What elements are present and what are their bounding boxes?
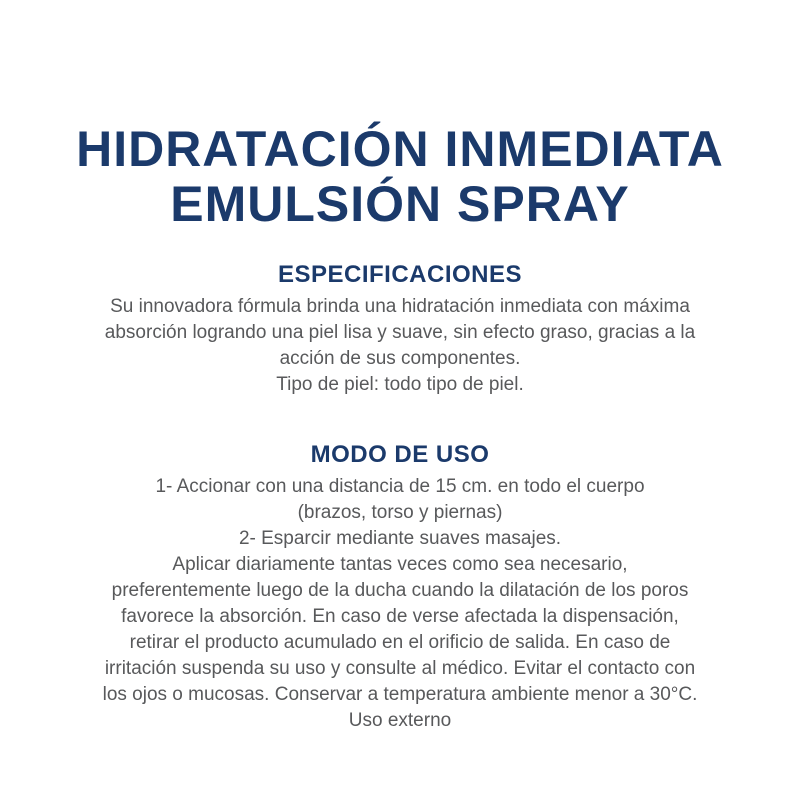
text-line: 2- Esparcir mediante suaves masajes. <box>238 528 562 549</box>
product-title-line2: EMULSIÓN SPRAY <box>170 176 630 232</box>
text-line: Su innovadora fórmula brinda una hidratación inmediata con máxima <box>110 296 690 317</box>
text-line: irritación suspenda su uso y consulte al médico. Evitar el contacto con <box>104 658 696 679</box>
text-line: 1- Accionar con una distancia de 15 cm. en todo el cuerpo <box>155 476 645 497</box>
text-line: acción de sus componentes. <box>279 348 521 369</box>
especificaciones-heading: ESPECIFICACIONES <box>277 261 523 288</box>
text-line: preferentemente luego de la ducha cuando la dilatación de los poros <box>111 580 689 601</box>
text-line: retirar el producto acumulado en el orificio de salida. En caso de <box>129 632 671 653</box>
especificaciones-body <box>0 294 800 398</box>
product-title-line1: HIDRATACIÓN INMEDIATA <box>76 121 724 177</box>
modo-de-uso-heading: MODO DE USO <box>310 441 490 468</box>
text-line: favorece la absorción. En caso de verse afectada la dispensación, <box>121 606 679 627</box>
modo-de-uso-body <box>0 474 800 734</box>
text-line: Uso externo <box>348 710 452 731</box>
product-title <box>0 0 800 232</box>
section-especificaciones <box>0 260 800 398</box>
text-line: los ojos o mucosas. Conservar a temperatura ambiente menor a 30°C. <box>102 684 698 705</box>
section-modo-de-uso <box>0 440 800 734</box>
text-line: (brazos, torso y piernas) <box>297 502 503 523</box>
text-line: Tipo de piel: todo tipo de piel. <box>276 374 524 395</box>
text-line: Aplicar diariamente tantas veces como sea necesario, <box>172 554 628 575</box>
text-line: absorción logrando una piel lisa y suave, sin efecto graso, gracias a la <box>104 322 696 343</box>
